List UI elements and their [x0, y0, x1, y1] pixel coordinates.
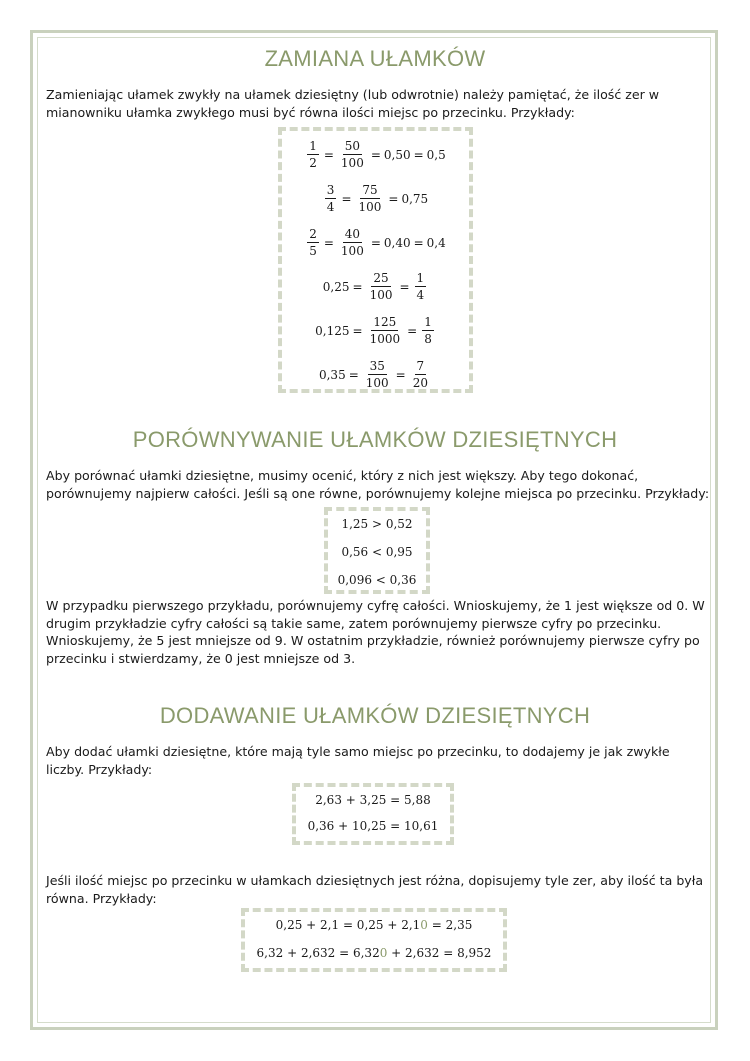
denominator: 100 [369, 288, 393, 302]
numerator: 35 [369, 359, 385, 373]
numerator: 50 [344, 139, 361, 153]
decimal-value: 0,50 [383, 147, 411, 162]
equals-sign: = [413, 147, 424, 162]
section-title-comparison: PORÓWNYWANIE UŁAMKÓW DZIESIĘTNYCH [132, 427, 618, 452]
section-title-conversion: ZAMIANA UŁAMKÓW [264, 46, 486, 71]
fraction [339, 227, 366, 258]
denominator: 100 [340, 156, 364, 170]
addition-uneven-example: 6,32 + 2,632 = 6,320 + 2,632 = 8,952 [256, 946, 492, 960]
numerator: 1 [416, 271, 425, 285]
equals-sign: = [323, 235, 334, 250]
addition-intro-uneven: Jeśli ilość miejsc po przecinku w ułamkach dziesiętnych jest różna, dopisujemy tyle zer, aby ilość ta była równa. Przykłady: [46, 873, 704, 906]
fraction [422, 315, 434, 346]
conversion-example [282, 359, 469, 390]
padded-zero: 0 [420, 918, 428, 932]
denominator: 100 [365, 376, 389, 390]
denominator: 2 [309, 156, 317, 170]
equals-sign: = [323, 147, 334, 162]
conversion-example [282, 139, 469, 170]
conversion-example [282, 227, 469, 258]
numerator: 7 [416, 359, 425, 373]
comparison-example: 1,25 > 0,52 [341, 517, 413, 531]
equals-sign: = [413, 235, 424, 250]
comparison-examples-box [324, 507, 430, 594]
conversion-example [282, 183, 469, 214]
conversion-intro: Zamieniając ułamek zwykły na ułamek dziesiętny (lub odwrotnie) należy pamiętać, że ilość zer w mianowniku ułamka zwykłego musi być równa ilości miejsc po przecinku. Przykłady: [46, 87, 660, 120]
denominator: 5 [309, 244, 317, 258]
numerator: 75 [362, 183, 378, 197]
equals-sign: = [370, 147, 381, 162]
equals-sign: = [348, 367, 359, 382]
addition-example: 0,36 + 10,25 = 10,61 [307, 819, 439, 833]
fraction [368, 271, 395, 302]
comparison-example: 0,56 < 0,95 [341, 545, 413, 559]
padded-zero: 0 [379, 946, 388, 960]
conversion-examples-box [278, 127, 473, 393]
numerator: 3 [326, 183, 335, 197]
numerator: 125 [373, 315, 397, 329]
fraction [364, 359, 391, 390]
decimal-value: 0,35 [318, 367, 346, 382]
fraction [357, 183, 384, 214]
decimal-value: 0,4 [426, 235, 446, 250]
equals-sign: = [395, 367, 406, 382]
addition-example: 2,63 + 3,25 = 5,88 [315, 793, 431, 807]
equals-sign: = [388, 191, 399, 206]
comparison-intro: Aby porównać ułamki dziesiętne, musimy ocenić, który z nich jest większy. Aby tego dokonać, porównujemy najpierw całości. Jeśli są one równe, porównujemy kolejne miejsca po przecinku. Przykłady: [46, 468, 710, 501]
fraction [307, 139, 319, 170]
denominator: 4 [416, 288, 425, 302]
denominator: 4 [326, 200, 335, 214]
denominator: 100 [358, 200, 382, 214]
numerator: 40 [344, 227, 361, 241]
decimal-value: 0,40 [383, 235, 411, 250]
fraction [307, 227, 319, 258]
decimal-value: 0,5 [426, 147, 446, 162]
addition-uneven-examples-box [241, 908, 507, 972]
fraction [325, 183, 337, 214]
equals-sign: = [352, 323, 363, 338]
fraction [411, 359, 430, 390]
equals-sign: = [407, 323, 418, 338]
equals-sign: = [341, 191, 352, 206]
fraction [415, 271, 427, 302]
numerator: 1 [309, 139, 317, 153]
numerator: 2 [309, 227, 317, 241]
equals-sign: = [399, 279, 410, 294]
comparison-explanation: W przypadku pierwszego przykładu, porównujemy cyfrę całości. Wnioskujemy, że 1 jest większe od 0. W drugim przykładzie cyfry całości są takie same, zatem porównujemy pierwsze cyfry po przecinku. Wnioskujemy, że 5 jest mniejsze od 9. W ostatnim przykładzie, również porównujemy pierwsze cyfry po przecinku i stwierdzamy, że 0 jest mniejsze od 3. [46, 598, 705, 666]
comparison-example: 0,096 < 0,36 [337, 573, 417, 587]
decimal-value: 0,75 [401, 191, 429, 206]
denominator: 20 [412, 376, 429, 390]
addition-intro: Aby dodać ułamki dziesiętne, które mają tyle samo miejsc po przecinku, to dodajemy je jak zwykłe liczby. Przykłady: [46, 744, 670, 777]
addition-examples-box [292, 783, 454, 845]
section-title-addition: DODAWANIE UŁAMKÓW DZIESIĘTNYCH [159, 703, 591, 728]
equals-sign: = [352, 279, 363, 294]
numerator: 25 [373, 271, 389, 285]
addition-uneven-example: 0,25 + 2,1 = 0,25 + 2,10 = 2,35 [275, 918, 473, 932]
conversion-example [282, 271, 469, 302]
conversion-example [282, 315, 469, 346]
denominator: 100 [340, 244, 364, 258]
equals-sign: = [370, 235, 381, 250]
decimal-value: 0,125 [315, 323, 350, 338]
numerator: 1 [424, 315, 432, 329]
denominator: 8 [424, 332, 432, 346]
decimal-value: 0,25 [322, 279, 350, 294]
denominator: 1000 [369, 332, 401, 346]
fraction [368, 315, 403, 346]
fraction [339, 139, 366, 170]
